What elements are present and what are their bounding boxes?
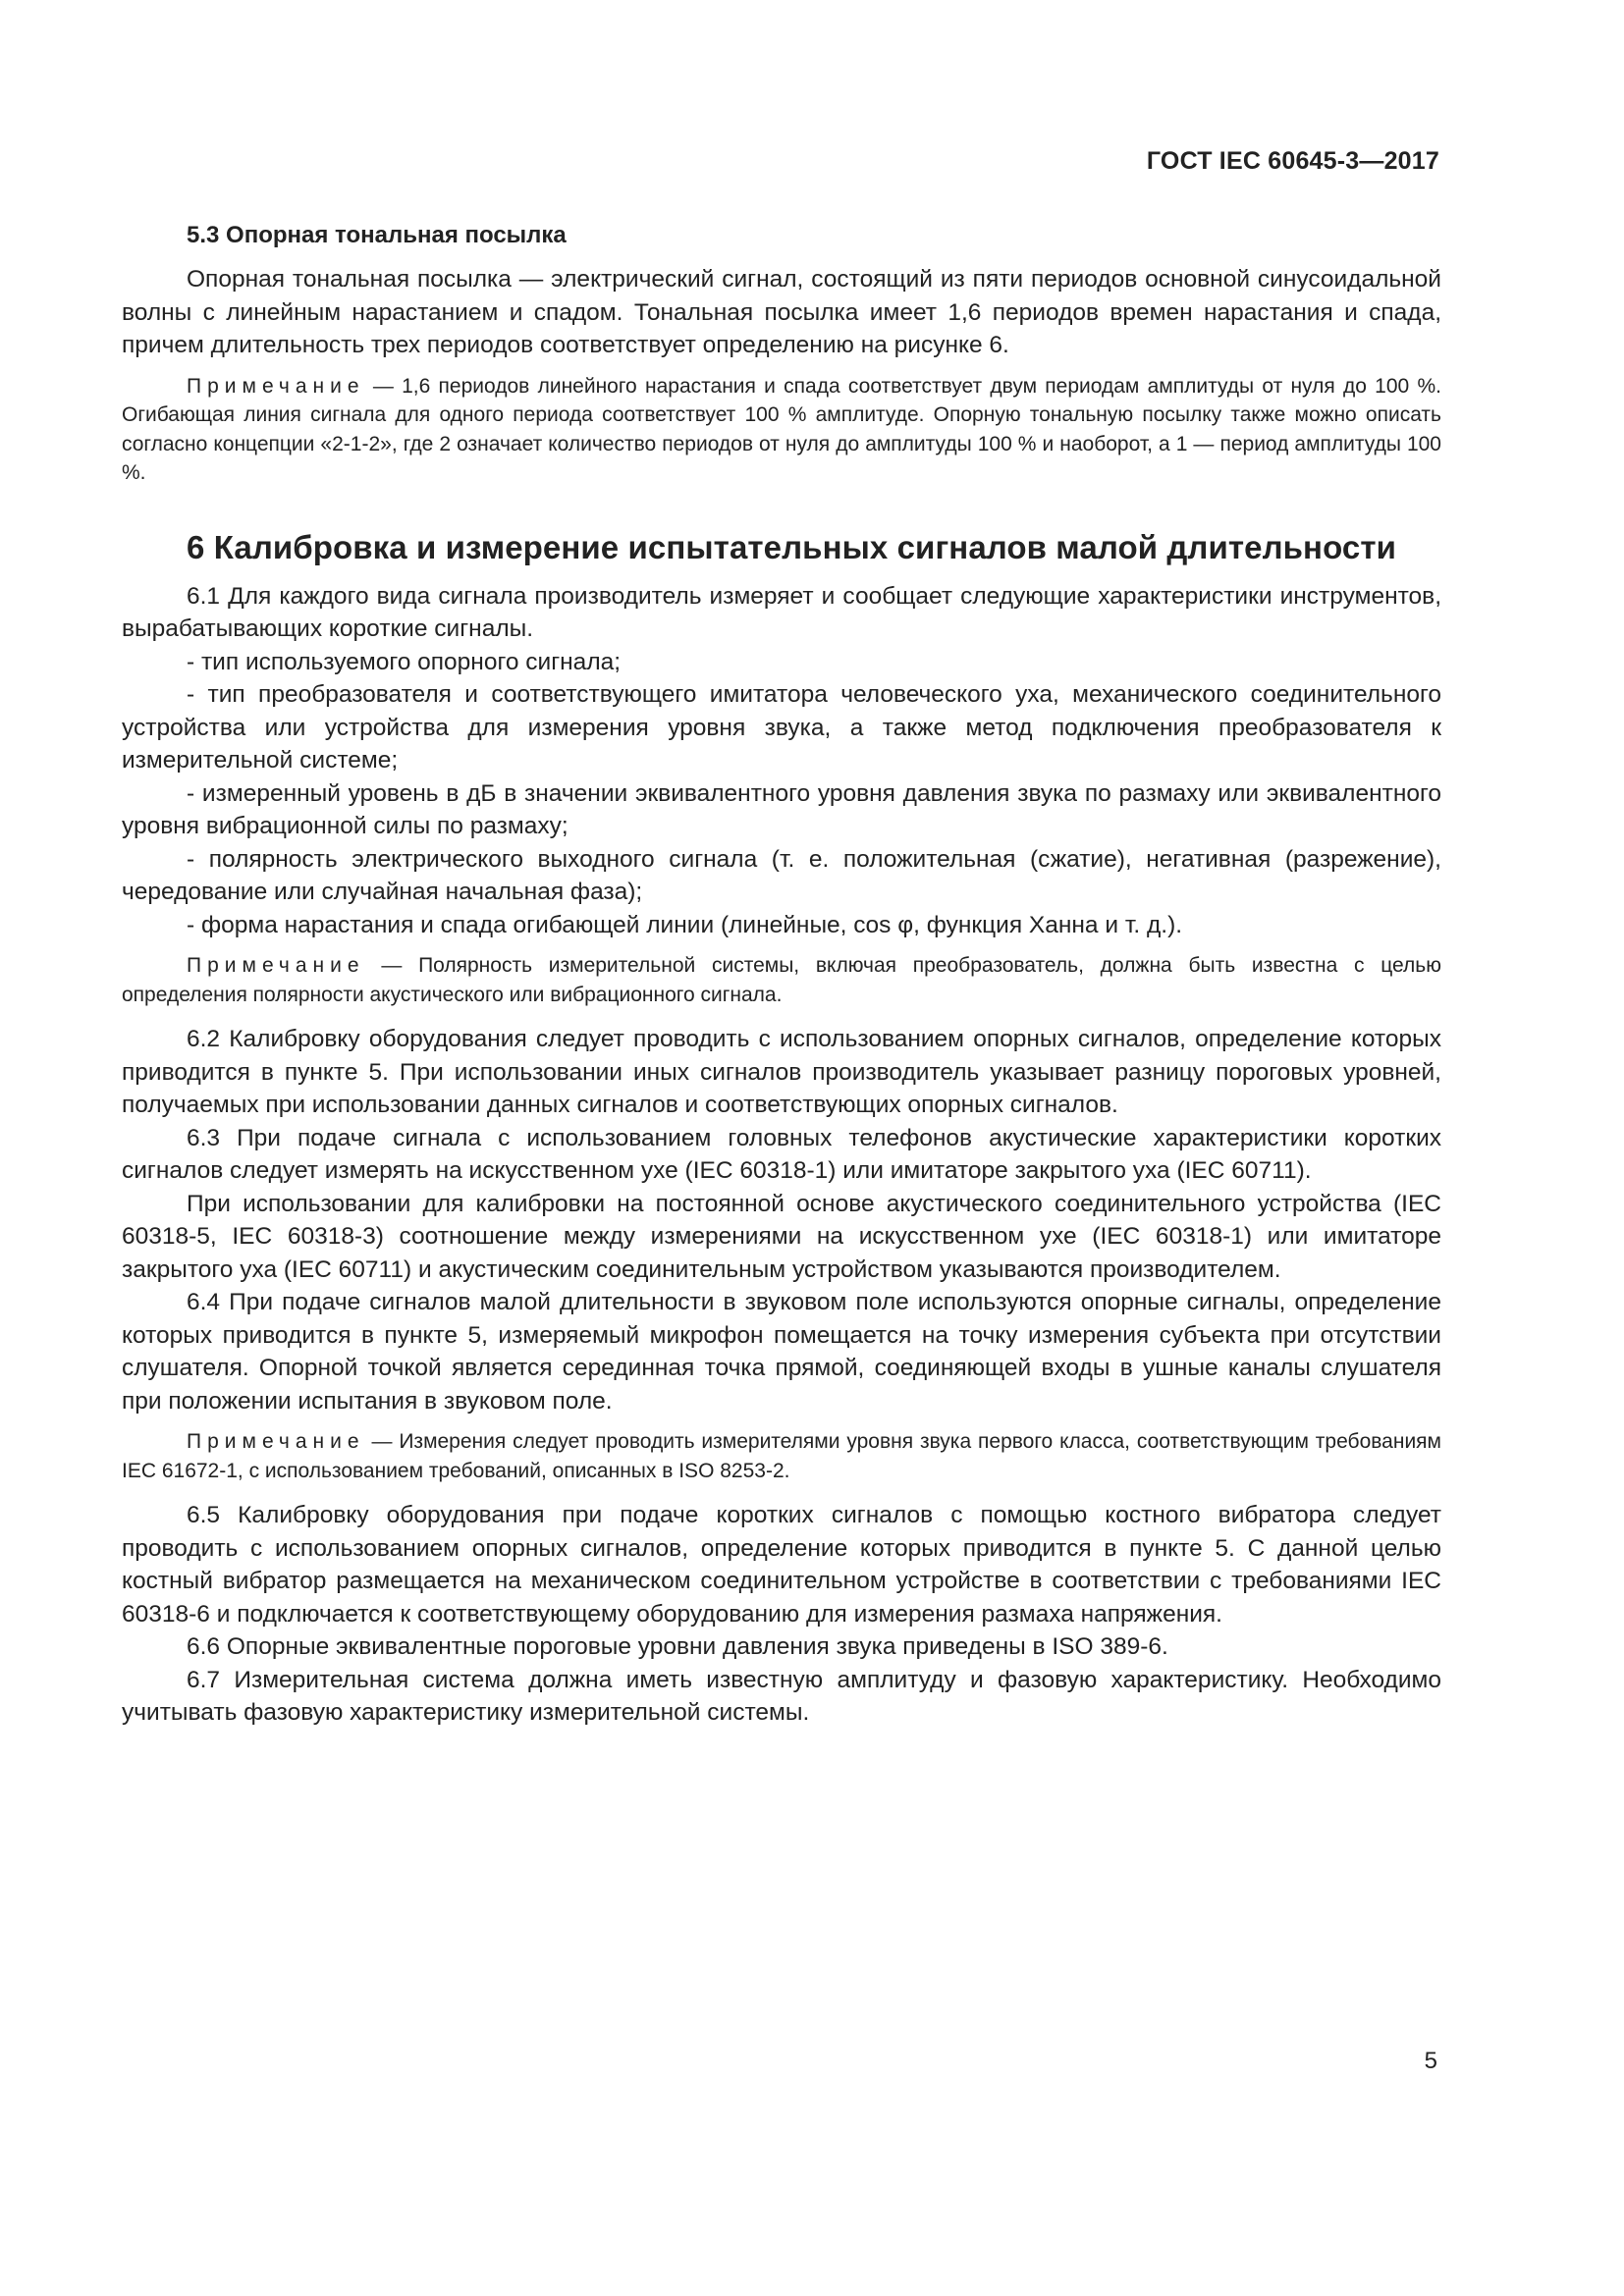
paragraph-6-1: 6.1 Для каждого вида сигнала производитель измеряет и сообщает следующие характеристики инструментов, вырабатывающих короткие сигналы. [122, 582, 1441, 642]
note-6-1 [122, 951, 1441, 1009]
note-label: Примечание [187, 954, 365, 977]
note-6-4 [122, 1427, 1441, 1485]
paragraph-6-3-continued: При использовании для калибровки на постоянной основе акустического соединительного устройства (IEC 60318-5, IEC 60318-3) соотношение между измерениями на искусственном ухе (IEC 60318-1) или имитаторе закрытого уха (IEC 60711) и акустическим соединительным устройством указываются производителем. [122, 1190, 1441, 1283]
paragraph-6-5: 6.5 Калибровку оборудования при подаче коротких сигналов с помощью костного вибратора следует проводить с использованием опорных сигналов, определение которых приводится в пункте 5. С данной целью костный вибратор размещается на механическом соединительном устройстве в соответствии с требованиями IEC 60318-6 и подключается к соответствующему оборудованию для измерения размаха напряжения. [122, 1502, 1441, 1628]
section-heading-6: 6 Калибровка и измерение испытательных сигналов малой длительности [187, 528, 1396, 565]
list-item: - тип преобразователя и соответствующего имитатора человеческого уха, механического соединительного устройства или устройства для измерения уровня звука, а также метод подключения преобразователя к измерительной системе; [122, 681, 1441, 774]
paragraph-6-4: 6.4 При подаче сигналов малой длительности в звуковом поле используются опорные сигналы, определение которых приводится в пункте 5, измеряемый микрофон помещается на точку измерения субъекта при отсутствии слушателя. Опорной точкой является серединная точка прямой, соединяющей входы в ушные каналы слушателя при положении испытания в звуковом поле. [122, 1289, 1441, 1415]
list-item: - форма нарастания и спада огибающей линии (линейные, cos φ, функция Ханна и т. д.). [187, 911, 1183, 938]
list-item: - полярность электрического выходного сигнала (т. е. положительная (сжатие), негативная (разрежение), чередование или случайная начальная фаза); [122, 845, 1441, 905]
document-code-header: ГОСТ IEC 60645-3—2017 [1146, 147, 1439, 175]
list-item: - тип используемого опорного сигнала; [187, 648, 622, 675]
list-item: - измеренный уровень в дБ в значении эквивалентного уровня давления звука по размаху или эквивалентного уровня вибрационной силы по размаху; [122, 779, 1441, 839]
note-text: — Измерения следует проводить измерителями уровня звука первого класса, соответствующим требованиям IEC 61672-1, с использованием требований, описанных в ISO 8253-2. [122, 1430, 1441, 1482]
note-text: — Полярность измерительной системы, включая преобразователь, должна быть известна с целью определения полярности акустического или вибрационного сигнала. [122, 954, 1441, 1006]
note-label: Примечание [187, 1430, 365, 1453]
paragraph-6-6: 6.6 Опорные эквивалентные пороговые уровни давления звука приведены в ISO 389-6. [187, 1633, 1168, 1660]
note-5-3 [122, 372, 1441, 488]
paragraph-6-7: 6.7 Измерительная система должна иметь известную амплитуду и фазовую характеристику. Необходимо учитывать фазовую характеристику измерительной системы. [122, 1666, 1441, 1726]
subsection-heading-5-3: 5.3 Опорная тональная посылка [187, 222, 567, 248]
page-number: 5 [1424, 2048, 1437, 2074]
note-label: Примечание [187, 374, 365, 398]
paragraph-6-2: 6.2 Калибровку оборудования следует проводить с использованием опорных сигналов, определение которых приводится в пункте 5. При использовании иных сигналов производитель указывает разницу пороговых уровней, получаемых при использовании данных сигналов и соответствующих опорных сигналов. [122, 1026, 1441, 1118]
paragraph-6-3: 6.3 При подаче сигнала с использованием головных телефонов акустические характеристики коротких сигналов следует измерять на искусственном ухе (IEC 60318-1) или имитаторе закрытого уха (IEC 60711). [122, 1124, 1441, 1184]
paragraph-5-3: Опорная тональная посылка — электрический сигнал, состоящий из пяти периодов основной синусоидальной волны с линейным нарастанием и спадом. Тональная посылка имеет 1,6 периодов времен нарастания и спада, причем длительность трех периодов соответствует определению на рисунке 6. [122, 266, 1441, 358]
page-content [122, 222, 1441, 1730]
note-text: — 1,6 периодов линейного нарастания и спада соответствует двум периодам амплитуды от нуля до 100 %. Огибающая линия сигнала для одного периода соответствует 100 % амплитуде. Опорную тональную посылку также можно описать согласно концепции «2-1-2», где 2 означает количество периодов от нуля до амплитуды 100 % и наоборот, а 1 — период амплитуды 100 %. [122, 374, 1441, 484]
